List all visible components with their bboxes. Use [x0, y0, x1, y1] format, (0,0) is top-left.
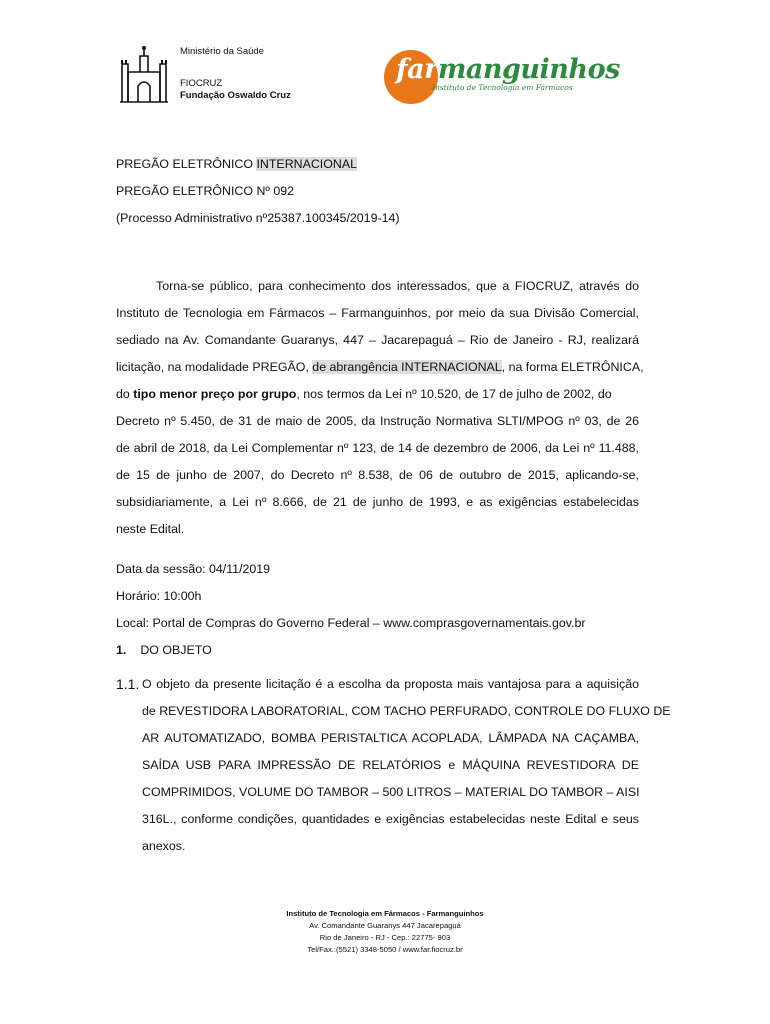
paragraph-line-2: Instituto de Tecnologia em Fármacos – Farmanguinhos, por meio da sua Divisão Comercial, — [116, 306, 639, 320]
paragraph-line-3: sediado na Av. Comandante Guaranys, 447 – Jacarepaguá – Rio de Janeiro - RJ, realizará — [116, 333, 639, 347]
session-date: Data da sessão: 04/11/2019 — [116, 562, 271, 576]
item-1-1-number: 1.1. — [116, 676, 140, 692]
page-footer — [0, 908, 770, 956]
item-line-6: 316L., conforme condições, quantidades e exigências estabelecidas neste Edital e seus — [142, 812, 639, 826]
paragraph-line-10: neste Edital. — [116, 522, 185, 536]
paragraph-line-4: licitação, na modalidade PREGÃO, de abrangência INTERNACIONAL, na forma ELETRÔNICA, — [116, 360, 644, 374]
fiocruz-castle-icon — [118, 42, 170, 104]
highlight-abrangencia: de abrangência INTERNACIONAL — [312, 360, 502, 374]
logo-rest: manguinhos — [437, 54, 620, 85]
title-line-1: PREGÃO ELETRÔNICO INTERNACIONAL — [116, 157, 357, 171]
title-line-2: PREGÃO ELETRÔNICO Nº 092 — [116, 184, 295, 198]
item-line-5: COMPRIMIDOS, VOLUME DO TAMBOR – 500 LITROS – MATERIAL DO TAMBOR – AISI — [142, 785, 640, 799]
footer-address: Av. Comandante Guaranys 447 Jacarepaguá — [309, 921, 461, 930]
ministry-name: Ministério da Saúde — [180, 46, 264, 57]
highlight-internacional: INTERNACIONAL — [256, 157, 357, 171]
item-line-1: O objeto da presente licitação é a escolha da proposta mais vantajosa para a aquisição — [142, 677, 639, 691]
ministerio-text — [180, 46, 291, 102]
footer-contact: Tel/Fax.:(5521) 3348-5050 / www.far.fiocruz.br — [307, 945, 463, 954]
paragraph-line-8: de 15 de junho de 2007, do Decreto nº 8.538, de 06 de outubro de 2015, aplicando-se, — [116, 468, 639, 482]
section-1-heading — [116, 643, 212, 657]
tipo-menor-preco: tipo menor preço por grupo — [133, 387, 297, 401]
session-time: Horário: 10:00h — [116, 589, 202, 603]
paragraph-line-5: do tipo menor preço por grupo, nos termos da Lei nº 10.520, de 17 de julho de 2002, do — [116, 387, 612, 401]
logo-wordmark — [396, 54, 620, 85]
item-line-7: anexos. — [142, 839, 186, 853]
footer-city: Rio de Janeiro - RJ - Cep.: 22775- 903 — [319, 933, 451, 942]
item-line-2: de REVESTIDORA LABORATORIAL, COM TACHO PERFURADO, CONTROLE DO FLUXO DE — [142, 704, 671, 718]
item-line-4: SAÍDA USB PARA IMPRESSÃO DE RELATÓRIOS e MÁQUINA REVESTIDORA DE — [142, 758, 639, 772]
foundation-name: Fundação Oswaldo Cruz — [180, 89, 291, 101]
logo-prefix: far — [396, 54, 438, 85]
section-1-title: DO OBJETO — [140, 643, 212, 657]
farmanguinhos-logo — [384, 50, 620, 105]
item-line-3: AR AUTOMATIZADO, BOMBA PERISTALTICA ACOPLADA, LÂMPADA NA CAÇAMBA, — [142, 731, 639, 745]
paragraph-line-9: subsidiariamente, a Lei nº 8.666, de 21 de junho de 1993, e as exigências estabelecidas — [116, 495, 639, 509]
letterhead — [0, 0, 770, 120]
footer-title: Instituto de Tecnologia em Fármacos - Farmanguinhos — [286, 909, 484, 918]
paragraph-line-6: Decreto nº 5.450, de 31 de maio de 2005, da Instrução Normativa SLTI/MPOG nº 03, de 26 — [116, 414, 639, 428]
paragraph-line-1: Torna-se público, para conhecimento dos interessados, que a FIOCRUZ, através do — [156, 279, 639, 293]
paragraph-line-7: de abril de 2018, da Lei Complementar nº 123, de 14 de dezembro de 2006, da Lei nº 11.488, — [116, 441, 639, 455]
process-number: (Processo Administrativo nº25387.100345/2019-14) — [116, 211, 400, 225]
fiocruz-name: FIOCRUZ — [180, 77, 223, 89]
logo-tagline: Instituto de Tecnologia em Fármacos — [432, 83, 573, 92]
section-1-number: 1. — [116, 643, 127, 657]
session-place: Local: Portal de Compras do Governo Federal – www.comprasgovernamentais.gov.br — [116, 616, 586, 630]
